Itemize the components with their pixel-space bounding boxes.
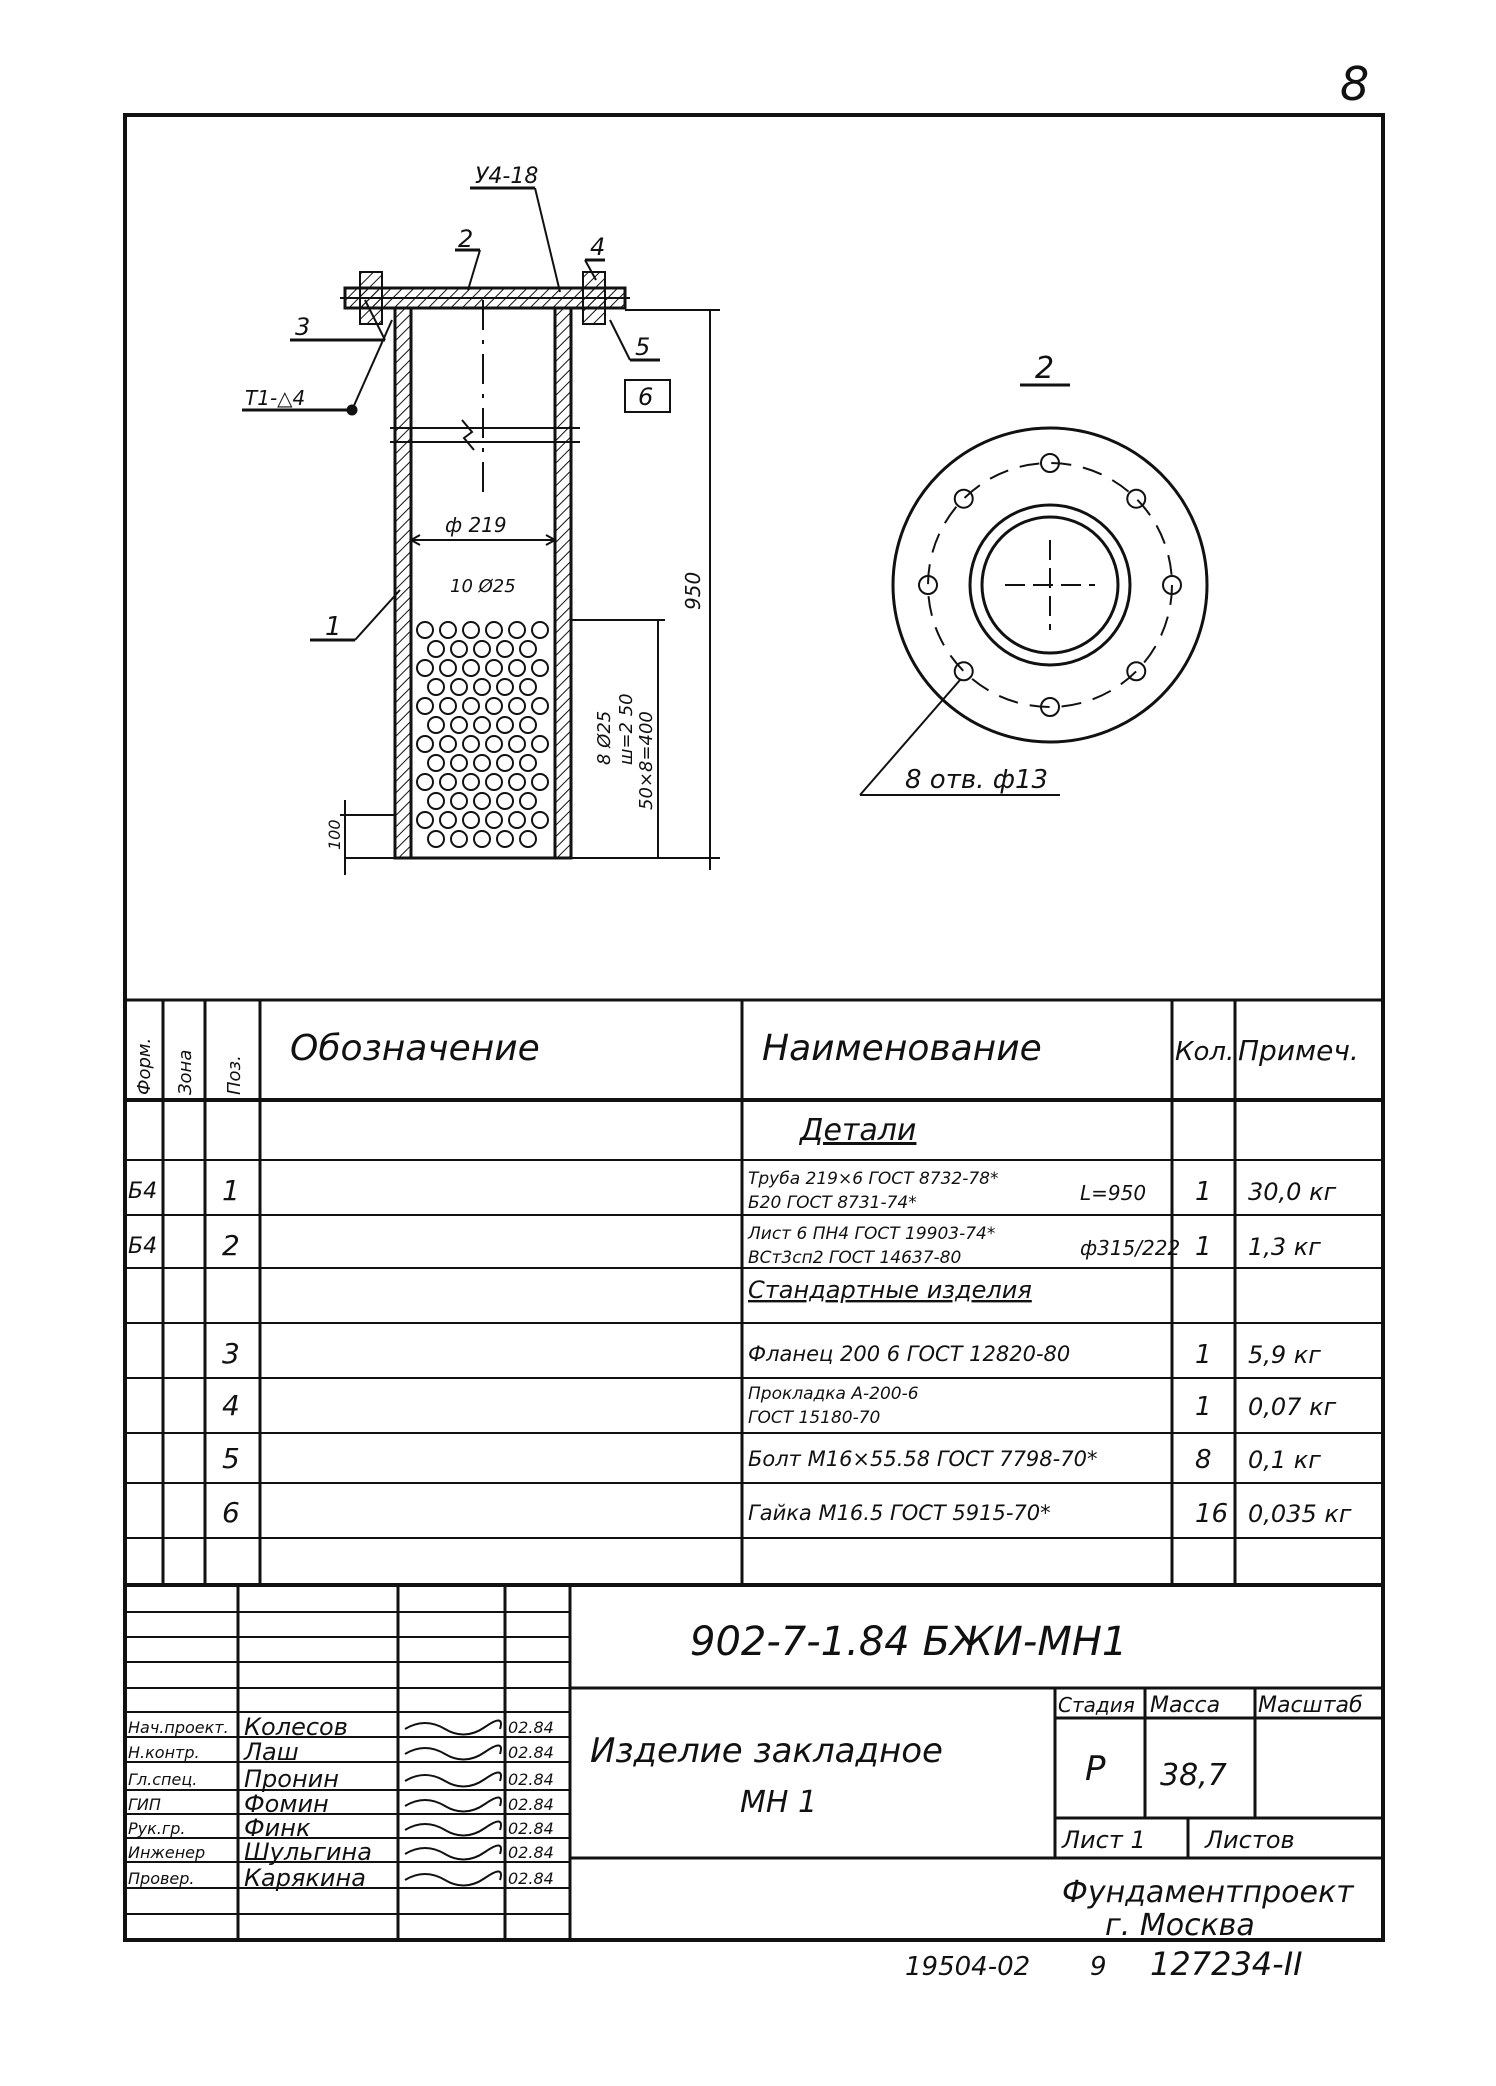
perforation-hole: [451, 755, 467, 771]
perforation-hole: [486, 774, 502, 790]
signatory-name: Фомин: [244, 1790, 329, 1818]
perforation-hole: [463, 774, 479, 790]
signatory-date: 02.84: [508, 1718, 554, 1737]
signatory-date: 02.84: [508, 1770, 554, 1789]
row-pos: 4: [222, 1389, 240, 1422]
signatory-role: Н.контр.: [128, 1743, 200, 1762]
perforation-hole: [417, 812, 433, 828]
row-qty: 1: [1195, 1232, 1212, 1262]
header-zone: Зона: [175, 1049, 196, 1095]
row-note: 0,035 кг: [1248, 1500, 1352, 1528]
perforation-hole: [463, 736, 479, 752]
row-format: Б4: [128, 1234, 158, 1259]
callout-total-length: 950: [681, 571, 705, 610]
perforation-hole: [474, 679, 490, 695]
perforation-hole: [497, 831, 513, 847]
sheet-label: Лист 1: [1062, 1826, 1146, 1854]
perforation-hole: [417, 698, 433, 714]
title-line1: Изделие закладное: [590, 1731, 943, 1771]
perforation-hole: [474, 755, 490, 771]
signature-mark: [405, 1720, 501, 1734]
perforation-hole: [486, 622, 502, 638]
callout-pos-1: 1: [325, 612, 342, 642]
signatory-name: Шульгина: [244, 1838, 372, 1866]
perforation-hole: [440, 622, 456, 638]
perforation-hole: [428, 831, 444, 847]
row-note: 1,3 кг: [1248, 1233, 1321, 1261]
perforation-hole: [440, 698, 456, 714]
callout-pos-3: 3: [295, 313, 311, 341]
signatory-date: 02.84: [508, 1843, 554, 1862]
signature-mark: [405, 1772, 501, 1786]
callout-pos-4: 4: [590, 233, 606, 261]
signatory-name: Финк: [244, 1814, 311, 1842]
perforation-hole: [520, 793, 536, 809]
row-pos: 1: [222, 1174, 240, 1207]
row-note: 5,9 кг: [1248, 1341, 1321, 1369]
row-name: Лист 6 ПН4 ГОСТ 19903-74*: [748, 1224, 996, 1244]
signatory-name: Лаш: [244, 1738, 299, 1766]
titleblock-signatures: [128, 1713, 554, 1892]
header-pos: Поз.: [224, 1055, 245, 1095]
row-qty: 1: [1195, 1392, 1212, 1422]
perforation-hole: [451, 793, 467, 809]
perforation-hole: [520, 679, 536, 695]
row-pos: 6: [222, 1496, 240, 1529]
archive-number: 19504-02: [905, 1952, 1031, 1982]
perforation-hole: [509, 774, 525, 790]
row-name-suffix: ф315/222: [1080, 1236, 1181, 1260]
scale-label: Масштаб: [1258, 1693, 1363, 1718]
perforation-hole: [486, 698, 502, 714]
header-designation: Обозначение: [290, 1028, 540, 1069]
perforation-hole: [497, 641, 513, 657]
perforation-hole: [532, 812, 548, 828]
signatory-role: Рук.гр.: [128, 1819, 186, 1838]
row-note: 0,07 кг: [1248, 1393, 1337, 1421]
perforation-hole: [509, 736, 525, 752]
perforation-hole: [428, 793, 444, 809]
document-code: 902-7-1.84 БЖИ-МН1: [690, 1619, 1128, 1665]
bolt-hole: [1127, 662, 1145, 680]
signatory-name: Карякина: [244, 1864, 366, 1892]
callout-pos-2: 2: [458, 225, 474, 253]
perforation-hole: [474, 793, 490, 809]
header-note: Примеч.: [1238, 1034, 1359, 1067]
row-name: Прокладка А-200-6: [748, 1384, 919, 1404]
callout-diameter: ф 219: [445, 513, 507, 537]
perforation-hole: [474, 717, 490, 733]
row-note: 0,1 кг: [1248, 1446, 1321, 1474]
callout-section: У4-18: [475, 164, 539, 189]
perforation-hole: [451, 679, 467, 695]
signature-mark: [405, 1797, 501, 1811]
perforation-hole: [440, 736, 456, 752]
perforation-hole: [428, 755, 444, 771]
callout-pos-5: 5: [635, 333, 651, 361]
pipe-wall-right: [555, 308, 571, 858]
row-name-line2: ВСт3сп2 ГОСТ 14637-80: [748, 1248, 962, 1268]
row-name: Труба 219×6 ГОСТ 8732-78*: [748, 1169, 999, 1189]
perforation-hole: [440, 660, 456, 676]
row-name-suffix: L=950: [1080, 1181, 1147, 1205]
perforation-hole: [417, 622, 433, 638]
section-standard: Стандартные изделия: [748, 1276, 1032, 1304]
signatory-role: ГИП: [128, 1795, 161, 1814]
row-pos: 5: [222, 1442, 240, 1475]
perforation-hole: [532, 698, 548, 714]
perforation-hole: [532, 736, 548, 752]
perforation-hole: [532, 622, 548, 638]
sheets-label: Листов: [1205, 1826, 1295, 1854]
signatory-name: Пронин: [244, 1765, 339, 1793]
perforation-hole: [428, 717, 444, 733]
signatory-date: 02.84: [508, 1795, 554, 1814]
perforation-hole: [497, 717, 513, 733]
signature-mark: [405, 1871, 501, 1885]
callout-bolt-holes: 8 отв. ф13: [905, 765, 1049, 795]
view-label: 2: [1035, 351, 1055, 386]
inventory-number: 127234-II: [1150, 1945, 1303, 1983]
spec-rows: [128, 1169, 1352, 1529]
perforation-hole: [520, 717, 536, 733]
row-format: Б4: [128, 1179, 158, 1204]
row-pos: 3: [222, 1337, 240, 1370]
perforation-hole: [486, 660, 502, 676]
perforation-hole: [417, 660, 433, 676]
perforation-hole: [486, 736, 502, 752]
mass-label: Масса: [1150, 1693, 1221, 1718]
bolt-hole: [955, 662, 973, 680]
perforation-hole: [428, 641, 444, 657]
perforation-hole: [509, 660, 525, 676]
row-qty: 8: [1195, 1445, 1212, 1475]
signatory-role: Провер.: [128, 1869, 195, 1888]
bolt-hole: [1127, 490, 1145, 508]
callout-holes-spacing: 8 Ø25: [594, 710, 615, 765]
perforation-hole: [463, 812, 479, 828]
perforation-hole: [440, 774, 456, 790]
header-format: Форм.: [134, 1037, 155, 1095]
perforation-hole: [463, 622, 479, 638]
org-line2: г. Москва: [1105, 1908, 1255, 1943]
signatory-date: 02.84: [508, 1743, 554, 1762]
signatory-role: Нач.проект.: [128, 1718, 229, 1737]
row-qty: 1: [1195, 1177, 1212, 1207]
perforation-holes: [417, 622, 548, 847]
perforation-hole: [520, 755, 536, 771]
signatory-role: Гл.спец.: [128, 1770, 198, 1789]
perforation-hole: [532, 774, 548, 790]
perforation-hole: [497, 793, 513, 809]
perforation-hole: [451, 831, 467, 847]
title-line2: МН 1: [740, 1785, 818, 1820]
row-name: Гайка М16.5 ГОСТ 5915-70*: [748, 1501, 1051, 1525]
row-note: 30,0 кг: [1248, 1178, 1337, 1206]
org-line1: Фундаментпроект: [1062, 1875, 1354, 1910]
row-pos: 2: [222, 1229, 240, 1262]
row-qty: 1: [1195, 1340, 1212, 1370]
callout-weld: Т1-△4: [245, 386, 306, 410]
perforation-hole: [486, 812, 502, 828]
signatory-date: 02.84: [508, 1819, 554, 1838]
sheet-number: 8: [1340, 57, 1370, 111]
perforation-hole: [463, 660, 479, 676]
perforation-hole: [417, 774, 433, 790]
perforation-hole: [497, 679, 513, 695]
signatory-date: 02.84: [508, 1869, 554, 1888]
row-name: Фланец 200 6 ГОСТ 12820-80: [748, 1342, 1071, 1366]
mass-value: 38,7: [1160, 1758, 1227, 1793]
perforation-hole: [509, 698, 525, 714]
perforation-hole: [440, 812, 456, 828]
callout-bottom-offset: 100: [325, 819, 344, 850]
perforation-hole: [520, 641, 536, 657]
callout-holes-diam: 10 Ø25: [450, 576, 516, 597]
signatory-role: Инженер: [128, 1843, 206, 1862]
perforation-hole: [417, 736, 433, 752]
footer-sheet-number: 9: [1090, 1952, 1107, 1982]
row-name: Болт М16×55.58 ГОСТ 7798-70*: [748, 1447, 1098, 1471]
perforation-hole: [520, 831, 536, 847]
section-details: Детали: [800, 1113, 917, 1148]
perforation-hole: [509, 622, 525, 638]
header-qty: Кол.: [1175, 1037, 1235, 1067]
perforation-hole: [474, 641, 490, 657]
signature-mark: [405, 1745, 501, 1759]
row-name-line2: ГОСТ 15180-70: [748, 1408, 881, 1428]
perforation-hole: [428, 679, 444, 695]
callout-pos-6: 6: [638, 383, 654, 411]
pipe-wall-left: [395, 308, 411, 858]
perforation-hole: [451, 717, 467, 733]
header-name: Наименование: [762, 1028, 1042, 1069]
bolt-hole: [955, 490, 973, 508]
perforation-hole: [463, 698, 479, 714]
perforation-hole: [451, 641, 467, 657]
row-name-line2: Б20 ГОСТ 8731-74*: [748, 1193, 917, 1213]
perforation-hole: [509, 812, 525, 828]
callout-perf-length: 50×8=400: [636, 711, 657, 810]
perforation-hole: [532, 660, 548, 676]
perforation-hole: [474, 831, 490, 847]
row-qty: 16: [1195, 1499, 1229, 1529]
stage-label: Стадия: [1058, 1693, 1135, 1717]
callout-holes-pitch: ш=2 50: [616, 693, 637, 765]
technical-drawing: [242, 188, 1207, 875]
signatory-name: Колесов: [244, 1713, 348, 1741]
stage-value: Р: [1085, 1749, 1106, 1789]
signature-mark: [405, 1821, 501, 1835]
perforation-hole: [497, 755, 513, 771]
signature-mark: [405, 1845, 501, 1859]
